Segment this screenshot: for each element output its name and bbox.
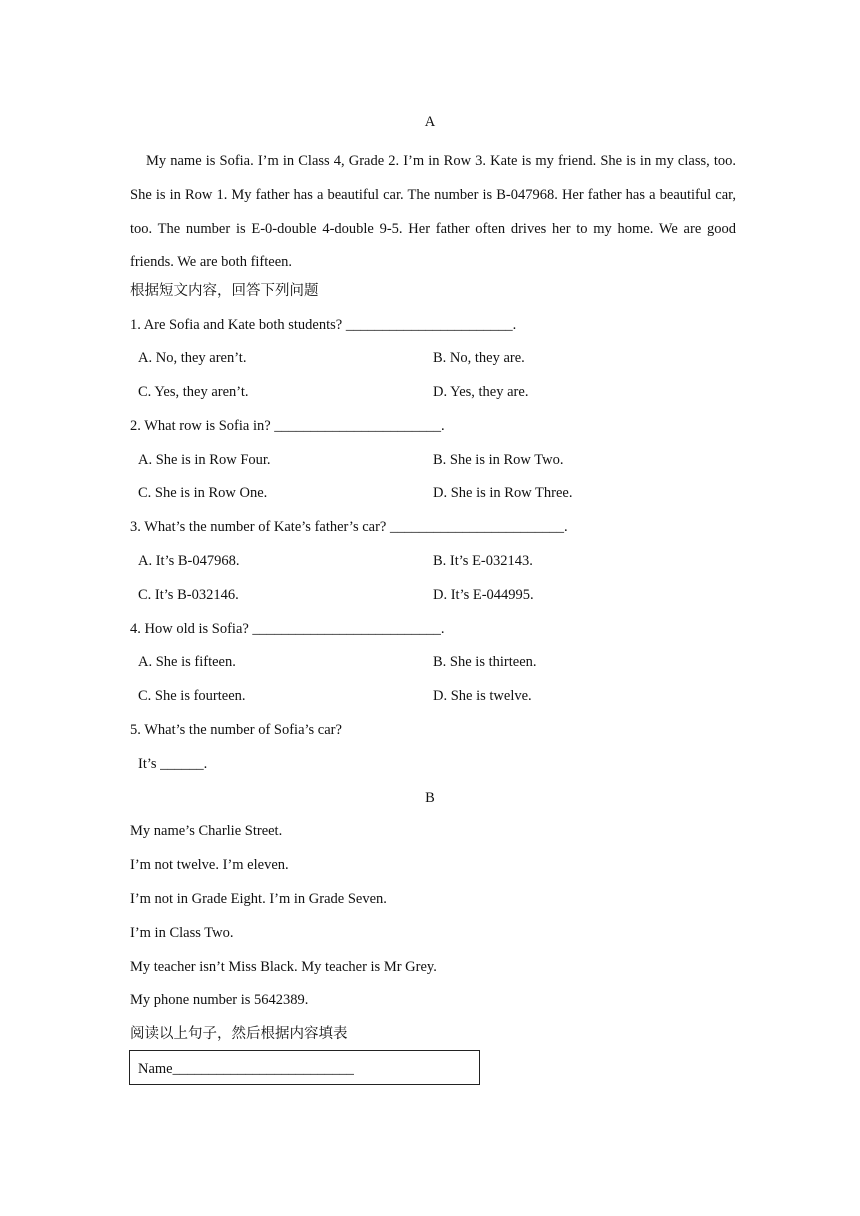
question-5-stem: 5. What’s the number of Sofia’s car? bbox=[130, 722, 342, 738]
question-2-option-b: B. She is in Row Two. bbox=[433, 452, 564, 468]
question-3-option-b: B. It’s E-032143. bbox=[433, 553, 533, 569]
question-1-option-b: B. No, they are. bbox=[433, 350, 525, 366]
question-1-option-c: C. Yes, they aren’t. bbox=[138, 384, 249, 400]
question-2-option-a: A. She is in Row Four. bbox=[138, 452, 271, 468]
question-4-option-b: B. She is thirteen. bbox=[433, 654, 537, 670]
question-5-answer-line: It’s ______. bbox=[138, 756, 208, 772]
section-b-instruction: 阅读以上句子，然后根据内容填表 bbox=[130, 1026, 348, 1042]
table-row-name: Name_________________________ bbox=[138, 1061, 354, 1077]
fill-in-table bbox=[129, 1050, 480, 1085]
section-b-sentence: I’m in Class Two. bbox=[130, 925, 234, 941]
question-2-stem: 2. What row is Sofia in? _______________________. bbox=[130, 418, 445, 434]
section-b-sentence: My phone number is 5642389. bbox=[130, 992, 309, 1008]
question-4-stem: 4. How old is Sofia? __________________________. bbox=[130, 621, 445, 637]
question-3-option-d: D. It’s E-044995. bbox=[433, 587, 534, 603]
section-b-sentence: My teacher isn’t Miss Black. My teacher is Mr Grey. bbox=[130, 959, 437, 975]
section-a-instruction: 根据短文内容，回答下列问题 bbox=[130, 283, 319, 299]
question-1-stem: 1. Are Sofia and Kate both students? _______________________. bbox=[130, 317, 517, 333]
question-4-option-a: A. She is fifteen. bbox=[138, 654, 236, 670]
section-b-heading: B bbox=[425, 790, 435, 806]
question-3-option-a: A. It’s B-047968. bbox=[138, 553, 240, 569]
question-2-option-d: D. She is in Row Three. bbox=[433, 485, 573, 501]
question-3-stem: 3. What’s the number of Kate’s father’s car? ________________________. bbox=[130, 519, 568, 535]
question-4-option-d: D. She is twelve. bbox=[433, 688, 532, 704]
section-b-sentence: I’m not in Grade Eight. I’m in Grade Seven. bbox=[130, 891, 387, 907]
question-2-option-c: C. She is in Row One. bbox=[138, 485, 268, 501]
section-b-sentence: I’m not twelve. I’m eleven. bbox=[130, 857, 289, 873]
section-a-passage: My name is Sofia. I’m in Class 4, Grade 2. I’m in Row 3. Kate is my friend. She is in my class, too. She is in Row 1. My father has a beautiful car. The number is B-047968. Her father has a beautiful car, too. The number is E-0-double 4-double 9-5. Her father often drives her to my home. We are good friends. We are both fifteen. bbox=[130, 153, 736, 271]
question-3-option-c: C. It’s B-032146. bbox=[138, 587, 239, 603]
question-1-option-a: A. No, they aren’t. bbox=[138, 350, 247, 366]
question-1-option-d: D. Yes, they are. bbox=[433, 384, 529, 400]
question-4-option-c: C. She is fourteen. bbox=[138, 688, 246, 704]
section-a-heading: A bbox=[424, 114, 436, 130]
section-b-sentence: My name’s Charlie Street. bbox=[130, 823, 283, 839]
